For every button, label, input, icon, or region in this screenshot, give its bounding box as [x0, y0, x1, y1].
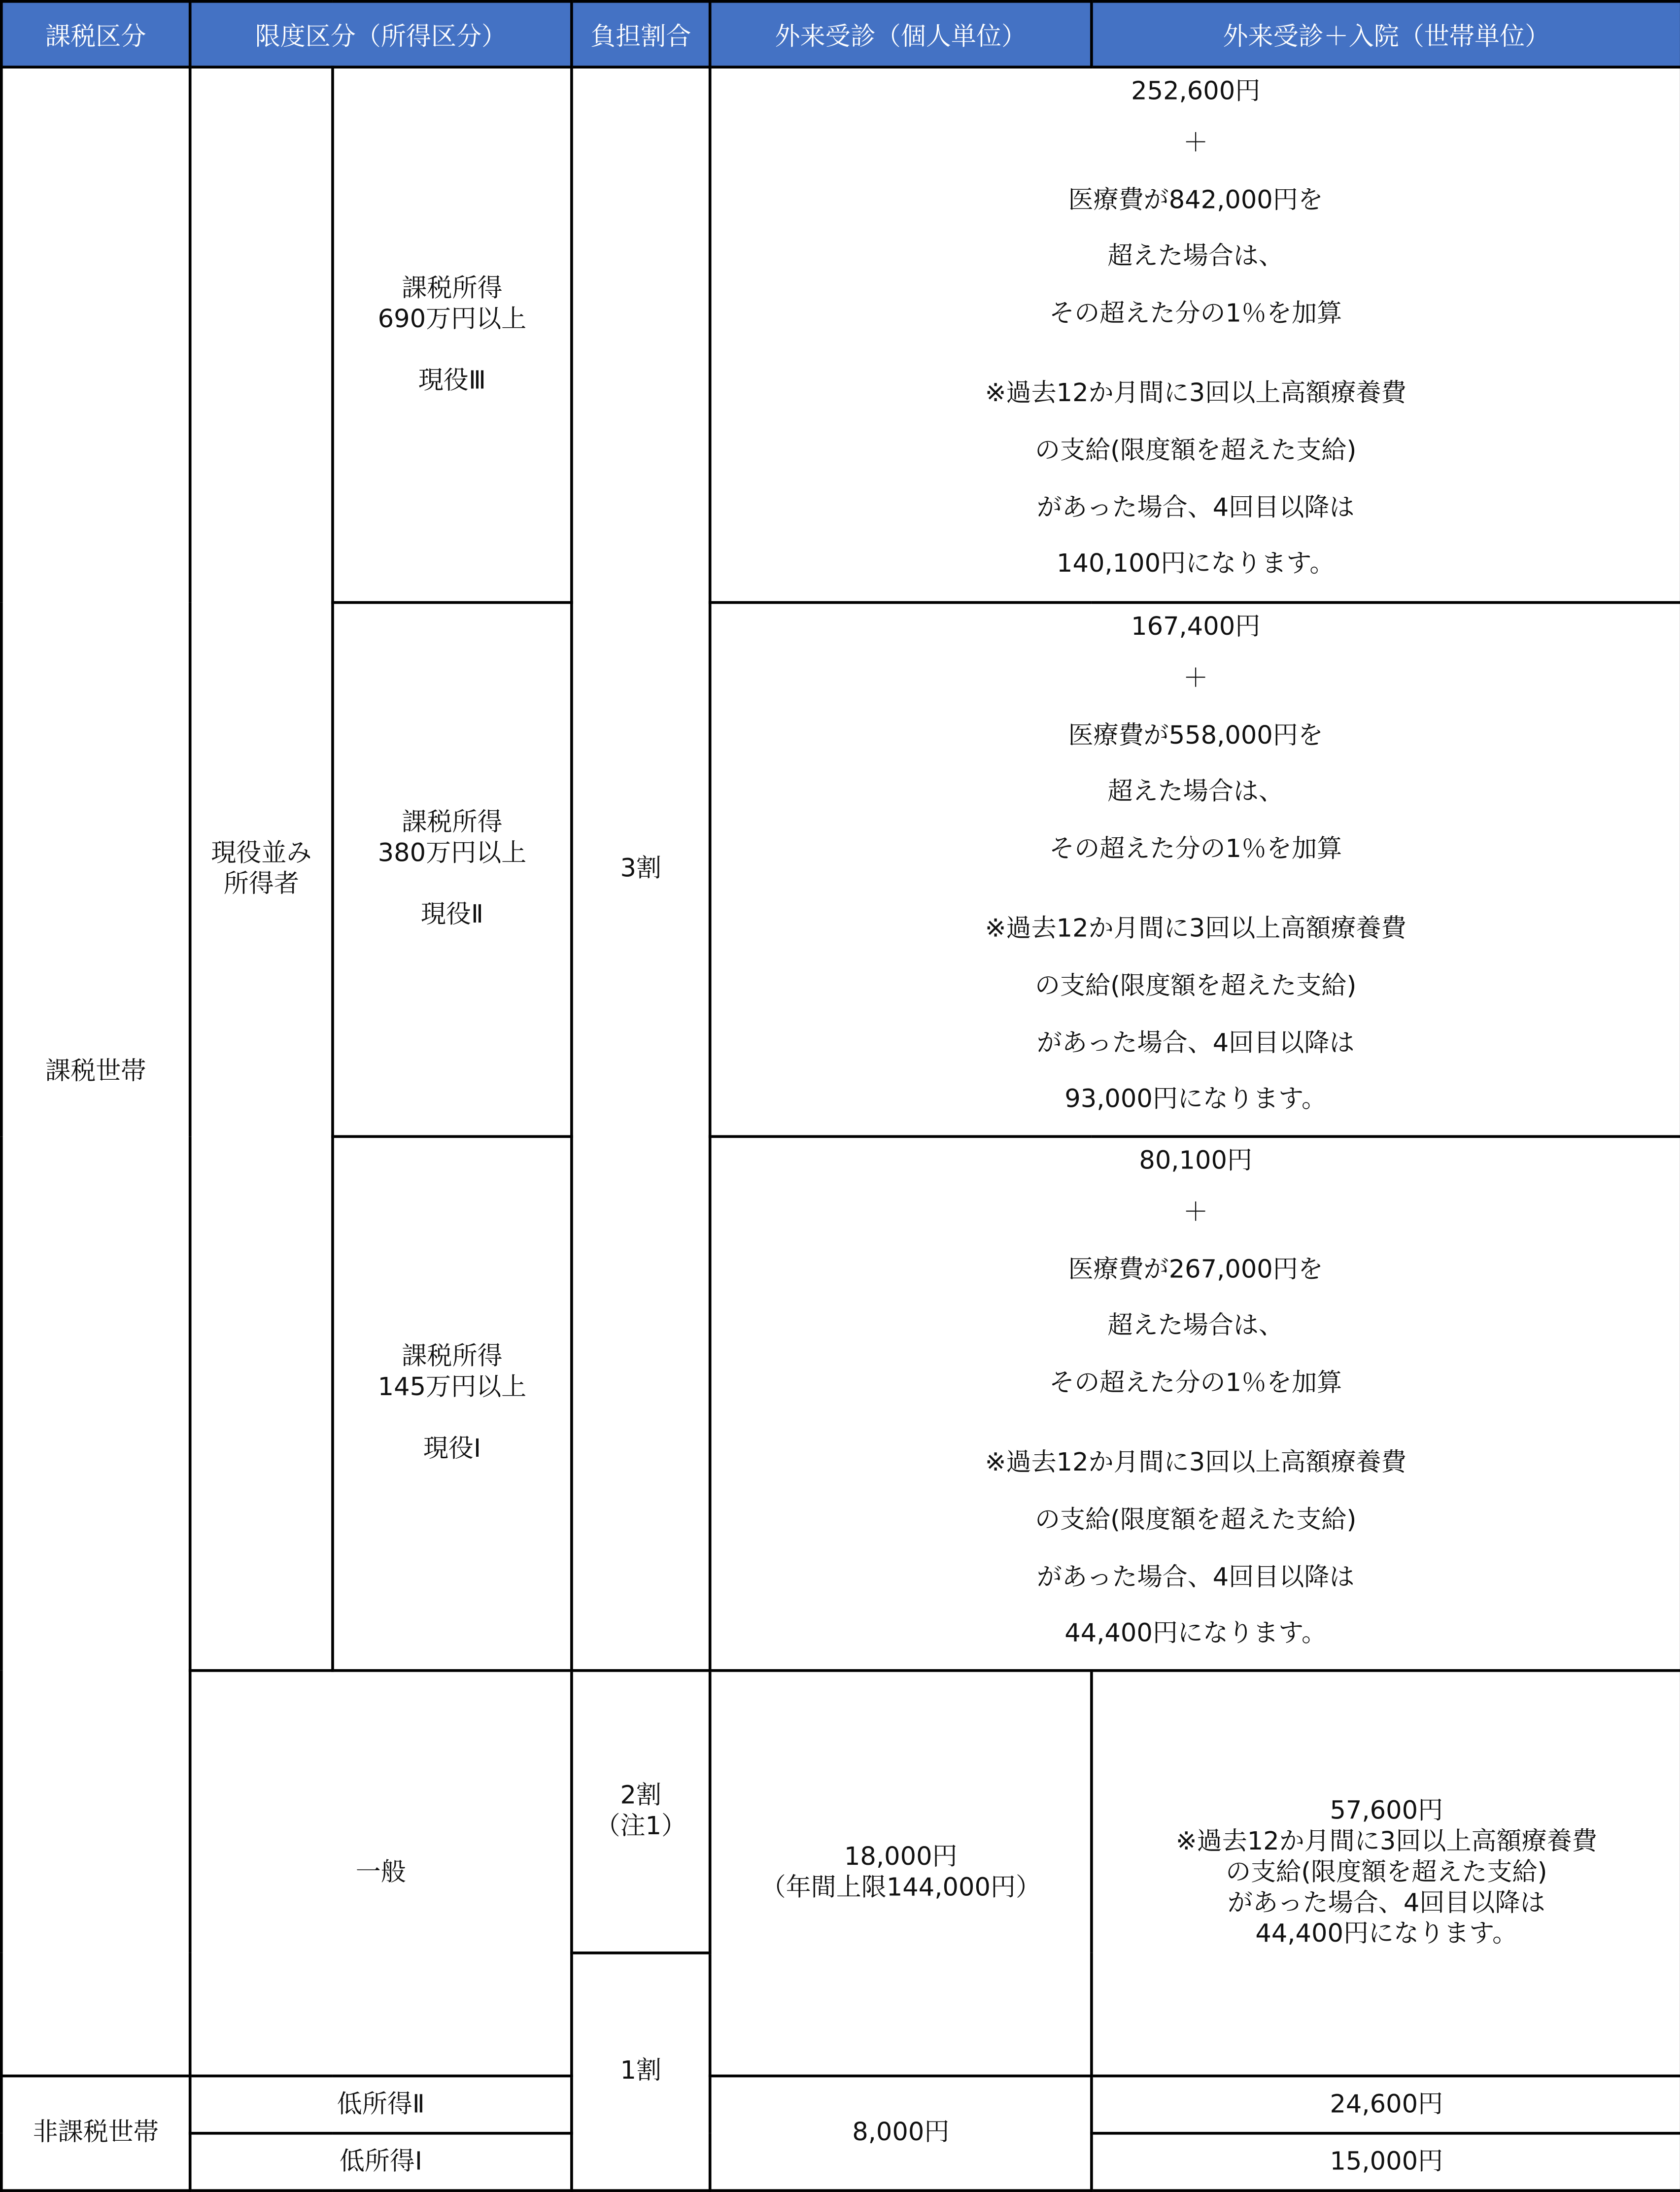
general-household-limit: 57,600円 ※過去12か月間に3回以上高額療養費 の支給(限度額を超えた支給) があった場合、4回目以降は 44,400円になります。 — [1092, 1671, 1680, 2076]
burden-3-ratio: 3割 — [572, 67, 710, 1671]
header-outpatient-inpatient-household: 外来受診＋入院（世帯単位） — [1092, 1, 1680, 67]
low-income-2-household-limit: 24,600円 — [1092, 2076, 1680, 2133]
low-income-1-label: 低所得Ⅰ — [190, 2133, 572, 2191]
low-income-2-label: 低所得Ⅱ — [190, 2076, 572, 2133]
taxed-household-label: 課税世帯 — [1, 67, 190, 2076]
tier-active-2-label: 課税所得 380万円以上 現役Ⅱ — [333, 603, 572, 1137]
burden-2-ratio: 2割 （注1） — [572, 1671, 710, 1953]
burden-1-ratio: 1割 — [572, 1953, 710, 2191]
low-income-1-household-limit: 15,000円 — [1092, 2133, 1680, 2191]
table-row-general-2 — [1, 1671, 1680, 1953]
general-outpatient-limit: 18,000円 （年間上限144,000円） — [710, 1671, 1092, 2076]
header-outpatient-individual: 外来受診（個人単位） — [710, 1, 1092, 67]
non-taxed-household-label: 非課税世帯 — [1, 2076, 190, 2191]
header-tax-category: 課税区分 — [1, 1, 190, 67]
general-label: 一般 — [190, 1671, 572, 2076]
formula-active-1: 80,100円 ＋ 医療費が267,000円を 超えた場合は、 その超えた分の1％を加算 ※過去12か月間に3回以上高額療養費 の支給(限度額を超えた支給) があった場合、4回目以降は 44,400円になります。 — [710, 1136, 1680, 1671]
table-row-active-3 — [1, 67, 1680, 602]
tier-active-3-label: 課税所得 690万円以上 現役Ⅲ — [333, 67, 572, 602]
formula-active-3: 252,600円 ＋ 医療費が842,000円を 超えた場合は、 その超えた分の1％を加算 ※過去12か月間に3回以上高額療養費 の支給(限度額を超えた支給) があった場合、4回目以降は 140,100円になります。 — [710, 67, 1680, 602]
header-burden-ratio: 負担割合 — [572, 1, 710, 67]
table-row-low-income-2 — [1, 2076, 1680, 2133]
header-limit-category: 限度区分（所得区分） — [190, 1, 572, 67]
tier-active-1-label: 課税所得 145万円以上 現役Ⅰ — [333, 1136, 572, 1671]
header-row — [1, 1, 1680, 67]
active-like-income-label: 現役並み 所得者 — [190, 67, 333, 1671]
non-taxed-outpatient-limit: 8,000円 — [710, 2076, 1092, 2191]
formula-active-2: 167,400円 ＋ 医療費が558,000円を 超えた場合は、 その超えた分の1％を加算 ※過去12か月間に3回以上高額療養費 の支給(限度額を超えた支給) があった場合、4回目以降は 93,000円になります。 — [710, 603, 1680, 1137]
